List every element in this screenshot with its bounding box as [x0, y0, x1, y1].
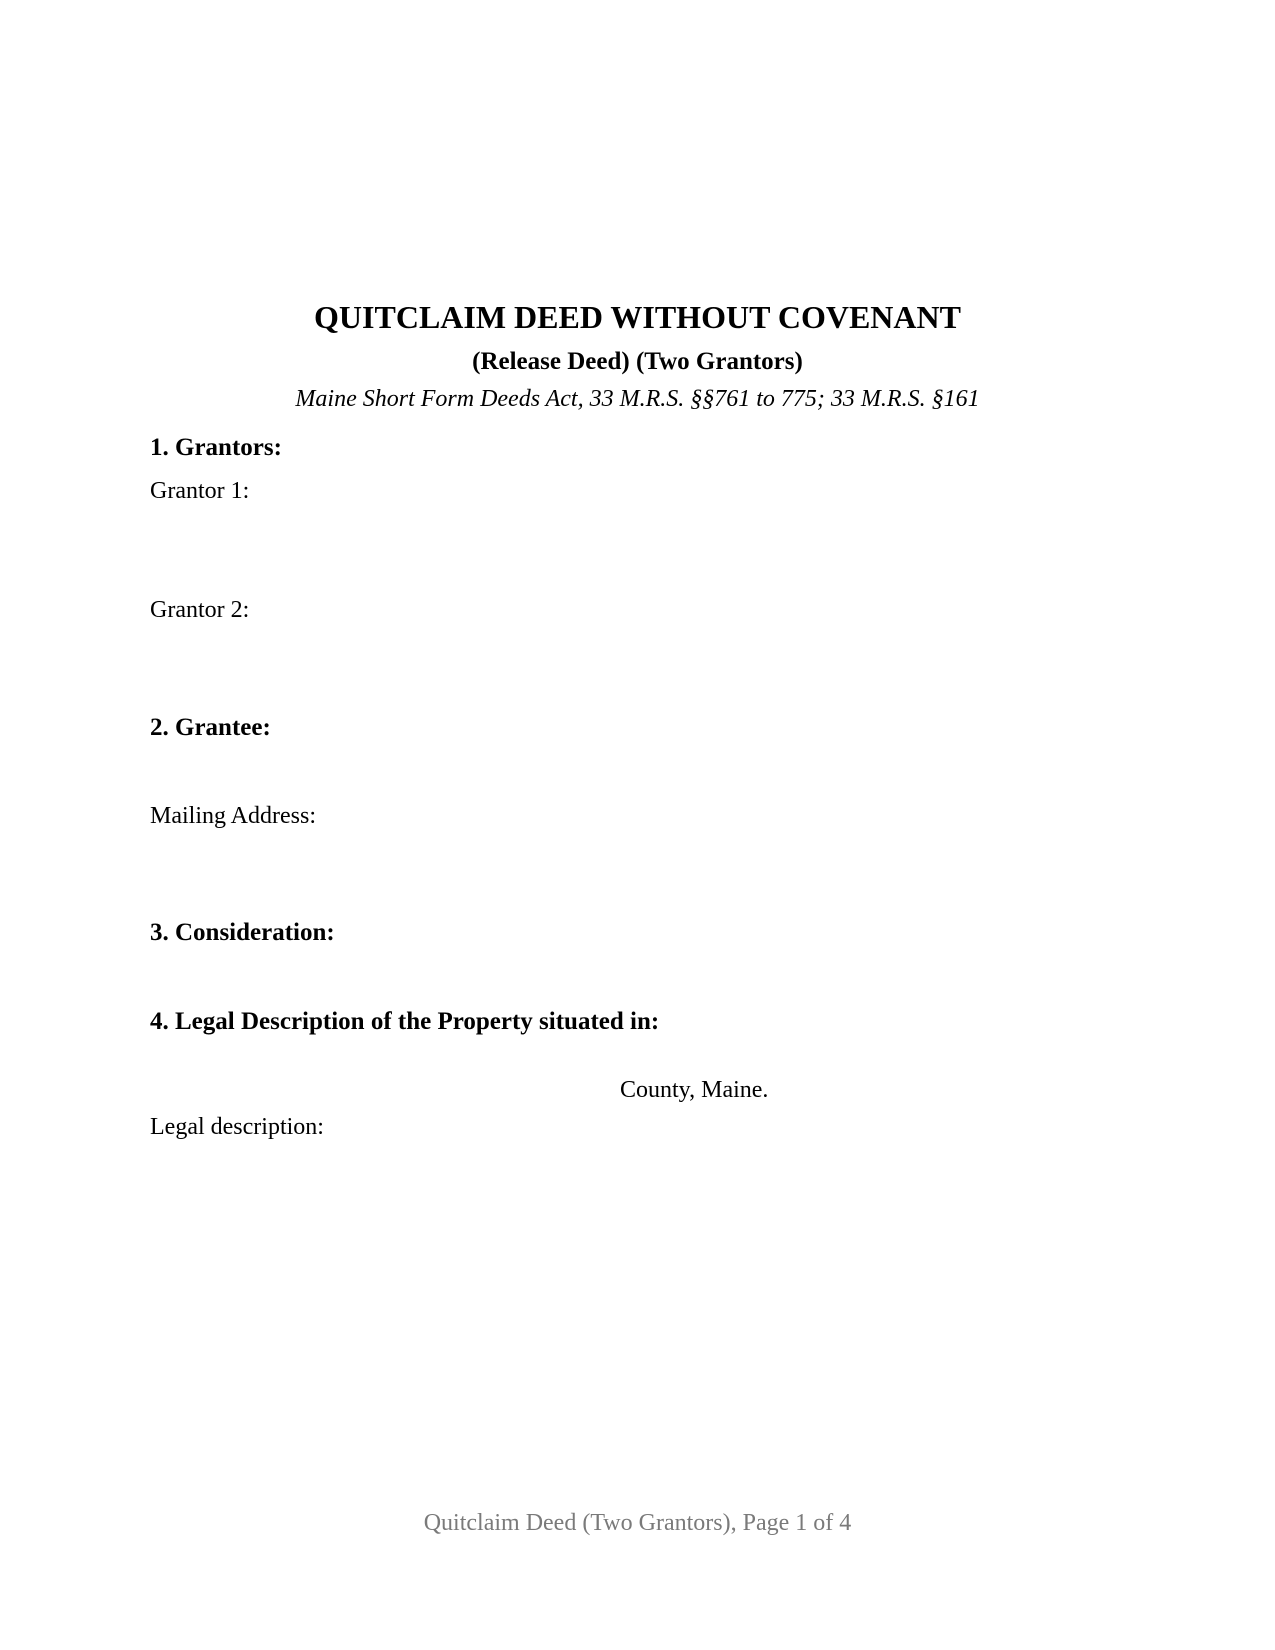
grantor-2-label: Grantor 2:: [150, 597, 250, 623]
legal-description-label: Legal description:: [150, 1114, 324, 1140]
statute-citation: Maine Short Form Deeds Act, 33 M.R.S. §§761 to 775; 33 M.R.S. §161: [295, 386, 980, 412]
mailing-address-label: Mailing Address:: [150, 803, 316, 829]
grantee-heading: 2. Grantee:: [150, 714, 271, 741]
grantors-heading: 1. Grantors:: [150, 434, 282, 461]
county-text: County, Maine.: [620, 1077, 769, 1103]
grantor-1-label: Grantor 1:: [150, 478, 250, 504]
consideration-heading: 3. Consideration:: [150, 919, 335, 946]
document-title: QUITCLAIM DEED WITHOUT COVENANT: [314, 299, 961, 335]
legal-description-heading: 4. Legal Description of the Property situated in:: [150, 1008, 660, 1035]
document-subtitle: (Release Deed) (Two Grantors): [472, 348, 803, 375]
page-footer: Quitclaim Deed (Two Grantors), Page 1 of 4: [423, 1510, 852, 1536]
